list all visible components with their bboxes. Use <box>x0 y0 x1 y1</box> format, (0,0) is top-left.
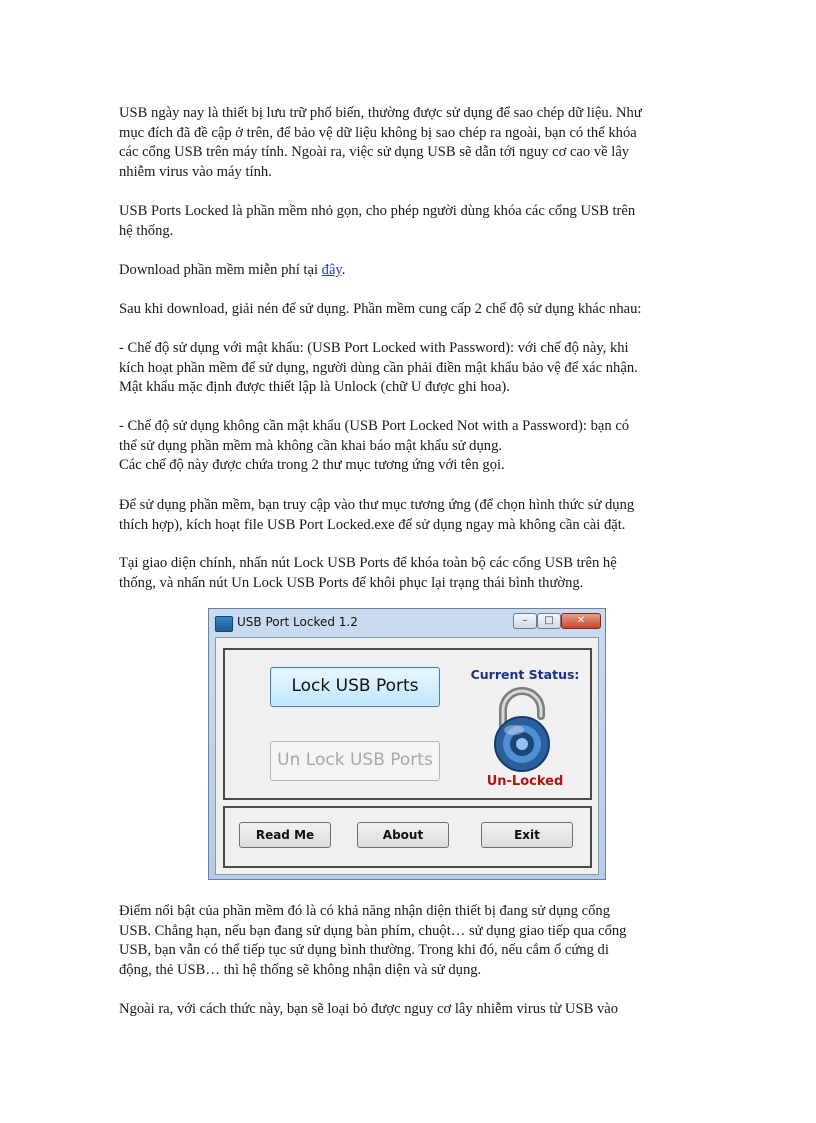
text-line: Ngoài ra, với cách thức này, bạn sẽ loại bỏ được nguy cơ lây nhiễm virus từ USB vào <box>119 1001 619 1017</box>
read-me-button[interactable]: Read Me <box>239 822 331 848</box>
text-line: kích hoạt phần mềm để sử dụng, người dùng cần phải điền mật khẩu bảo vệ để xác nhận. <box>119 359 638 376</box>
paragraph-no-password-mode <box>119 417 699 476</box>
minimize-button[interactable]: – <box>513 613 537 629</box>
usb-app-icon <box>215 616 233 632</box>
text-line: - Chế độ sử dụng không cần mật khẩu (USB Port Locked Not with a Password): bạn có <box>119 418 630 434</box>
text-line: động, thẻ USB… thì hệ thống sẽ không nhận diện và sử dụng. <box>119 961 482 978</box>
text-line: Các chế độ này được chứa trong 2 thư mục tương ứng với tên gọi. <box>119 457 505 474</box>
text-line: USB. Chẳng hạn, nếu bạn đang sử dụng bàn phím, chuột… sử dụng giao tiếp qua cổng <box>119 922 627 939</box>
text-line: thích hợp), kích hoạt file USB Port Locked.exe để sử dụng ngay mà không cần cài đặt. <box>119 516 626 533</box>
app-screenshot <box>208 608 606 880</box>
window-title: USB Port Locked 1.2 <box>237 615 358 629</box>
paragraph-modes <box>119 300 699 320</box>
close-button[interactable]: ✕ <box>561 613 601 629</box>
text-line: USB, bạn vẫn có thể tiếp tục sử dụng bình thường. Trong khi đó, nếu cắm ổ cứng di <box>119 942 609 959</box>
paragraph-conclusion <box>119 1000 699 1020</box>
footer-button-group <box>223 806 592 868</box>
text-line: USB ngày nay là thiết bị lưu trữ phổ biến, thường được sử dụng để sao chép dữ liệu. Như <box>119 105 642 121</box>
unlock-usb-ports-button[interactable]: Un Lock USB Ports <box>270 741 440 781</box>
exit-button[interactable]: Exit <box>481 822 573 848</box>
text-line: Điểm nổi bật của phần mềm đó là có khả năng nhận diện thiết bị đang sử dụng cổng <box>119 903 611 919</box>
text-line: hệ thống. <box>119 222 174 239</box>
text-line: Mật khẩu mặc định được thiết lập là Unlock (chữ U được ghi hoa). <box>119 379 510 396</box>
window-titlebar <box>209 609 605 637</box>
current-status-label: Current Status: <box>470 667 580 682</box>
text-line: thống, và nhấn nút Un Lock USB Ports để khôi phục lại trạng thái bình thường. <box>119 574 584 591</box>
text-line: Để sử dụng phần mềm, bạn truy cập vào thư mục tương ứng (để chọn hình thức sử dụng <box>119 497 635 513</box>
text-line: mục đích đã đề cập ở trên, để bảo vệ dữ liệu không bị sao chép ra ngoài, bạn có thể khóa <box>119 124 637 141</box>
paragraph-highlight <box>119 902 699 980</box>
text-line: các cổng USB trên máy tính. Ngoài ra, việc sử dụng USB sẽ dẫn tới nguy cơ cao về lây <box>119 144 630 161</box>
control-group <box>223 648 592 800</box>
text-line: nhiễm virus vào máy tính. <box>119 163 272 180</box>
text-line: - Chế độ sử dụng với mật khẩu: (USB Port Locked with Password): với chế độ này, khi <box>119 340 629 356</box>
paragraph-intro <box>119 104 699 182</box>
text-line <box>119 261 699 281</box>
current-status-value: Un-Locked <box>486 774 564 789</box>
maximize-button[interactable]: □ <box>537 613 561 629</box>
download-text: Download phần mềm miễn phí tại <box>119 262 322 278</box>
lock-usb-ports-button[interactable]: Lock USB Ports <box>270 667 440 707</box>
paragraph-about-software <box>119 202 699 241</box>
paragraph-password-mode <box>119 339 699 398</box>
text-line: Tại giao diện chính, nhấn nút Lock USB Ports để khóa toàn bộ các cổng USB trên hệ <box>119 555 617 571</box>
text-line: Sau khi download, giải nén để sử dụng. Phần mềm cung cấp 2 chế độ sử dụng khác nhau: <box>119 301 642 317</box>
paragraph-download <box>119 261 699 281</box>
paragraph-main-ui <box>119 554 699 593</box>
text-line: thể sử dụng phần mềm mà không cần khai báo mật khẩu sử dụng. <box>119 437 503 454</box>
paragraph-usage <box>119 496 699 535</box>
download-suffix: . <box>341 262 346 278</box>
padlock-icon <box>487 686 557 772</box>
download-link[interactable]: đây <box>321 262 342 278</box>
about-button[interactable]: About <box>357 822 449 848</box>
window-client-area <box>215 637 599 875</box>
text-line: USB Ports Locked là phần mềm nhỏ gọn, cho phép người dùng khóa các cổng USB trên <box>119 203 636 219</box>
